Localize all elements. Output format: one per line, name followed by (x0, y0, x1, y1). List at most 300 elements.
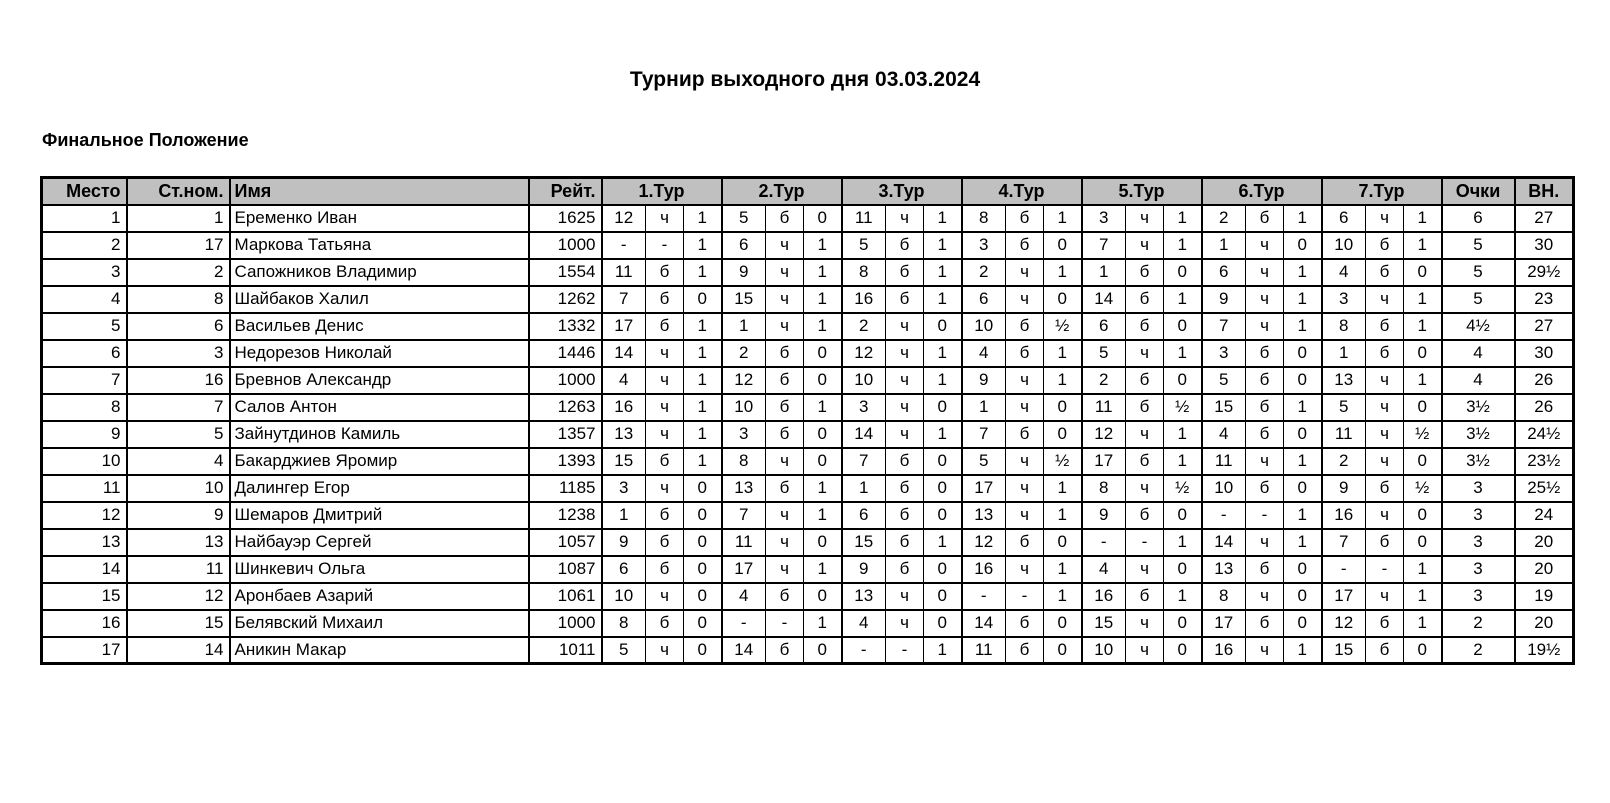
round-opponent-cell: 7 (722, 502, 766, 529)
round-color-cell: ч (646, 205, 684, 232)
round-color-cell: б (1006, 340, 1044, 367)
place-cell: 4 (42, 286, 127, 313)
start-number-cell: 11 (127, 556, 230, 583)
round-result-cell: 0 (804, 367, 842, 394)
points-cell: 5 (1442, 232, 1515, 259)
round-color-cell: б (646, 448, 684, 475)
round-opponent-cell: 16 (1082, 583, 1126, 610)
round-result-cell: 1 (804, 313, 842, 340)
round-opponent-cell: 7 (962, 421, 1006, 448)
round-result-cell: 1 (1044, 259, 1082, 286)
round-opponent-cell: 8 (842, 259, 886, 286)
round-opponent-cell: 1 (1082, 259, 1126, 286)
round-color-cell: б (766, 340, 804, 367)
round-color-cell: ч (1246, 583, 1284, 610)
round-opponent-cell: 12 (1322, 610, 1366, 637)
round-opponent-cell: 11 (602, 259, 646, 286)
round-opponent-cell: 10 (1322, 232, 1366, 259)
round-color-cell: б (1366, 610, 1404, 637)
round-opponent-cell: 8 (722, 448, 766, 475)
round-result-cell: 1 (1284, 205, 1322, 232)
place-cell: 17 (42, 637, 127, 664)
round-result-cell: 1 (1404, 205, 1442, 232)
start-number-cell: 12 (127, 583, 230, 610)
round-result-cell: 1 (924, 286, 962, 313)
points-cell: 3 (1442, 556, 1515, 583)
place-cell: 14 (42, 556, 127, 583)
round-color-cell: б (1366, 232, 1404, 259)
rating-cell: 1087 (529, 556, 602, 583)
header-round-4: 4.Тур (962, 178, 1082, 205)
round-opponent-cell: 8 (1322, 313, 1366, 340)
round-opponent-cell: 5 (1082, 340, 1126, 367)
rating-cell: 1011 (529, 637, 602, 664)
round-result-cell: 0 (1284, 475, 1322, 502)
round-result-cell: 1 (1404, 367, 1442, 394)
round-color-cell: б (886, 448, 924, 475)
round-color-cell: б (1246, 556, 1284, 583)
round-color-cell: - (886, 637, 924, 664)
round-color-cell: б (766, 637, 804, 664)
round-result-cell: 1 (684, 367, 722, 394)
round-color-cell: ч (1126, 205, 1164, 232)
round-color-cell: ч (886, 340, 924, 367)
round-opponent-cell: 16 (602, 394, 646, 421)
round-opponent-cell: - (842, 637, 886, 664)
start-number-cell: 10 (127, 475, 230, 502)
place-cell: 15 (42, 583, 127, 610)
buchholz-cell: 29½ (1515, 259, 1574, 286)
round-result-cell: 1 (684, 394, 722, 421)
round-color-cell: ч (766, 502, 804, 529)
table-row (42, 313, 1574, 340)
round-opponent-cell: 15 (602, 448, 646, 475)
place-cell: 5 (42, 313, 127, 340)
round-color-cell: б (1366, 529, 1404, 556)
round-color-cell: ч (1246, 313, 1284, 340)
round-color-cell: - (646, 232, 684, 259)
round-opponent-cell: 2 (1082, 367, 1126, 394)
round-color-cell: ч (1246, 286, 1284, 313)
rating-cell: 1446 (529, 340, 602, 367)
round-result-cell: 1 (804, 394, 842, 421)
round-opponent-cell: 8 (962, 205, 1006, 232)
buchholz-cell: 24 (1515, 502, 1574, 529)
round-result-cell: 1 (1404, 232, 1442, 259)
round-opponent-cell: 13 (842, 583, 886, 610)
points-cell: 4 (1442, 367, 1515, 394)
player-name-cell: Найбауэр Сергей (230, 529, 529, 556)
round-result-cell: 1 (924, 205, 962, 232)
round-result-cell: ½ (1404, 421, 1442, 448)
round-color-cell: ч (1126, 610, 1164, 637)
header-round-1: 1.Тур (602, 178, 722, 205)
round-opponent-cell: 2 (962, 259, 1006, 286)
rating-cell: 1057 (529, 529, 602, 556)
round-result-cell: 1 (1404, 286, 1442, 313)
round-opponent-cell: 13 (962, 502, 1006, 529)
table-row (42, 259, 1574, 286)
round-result-cell: 0 (1164, 610, 1202, 637)
round-color-cell: ч (1006, 367, 1044, 394)
round-opponent-cell: 9 (722, 259, 766, 286)
round-opponent-cell: 7 (842, 448, 886, 475)
round-result-cell: 1 (1164, 286, 1202, 313)
round-color-cell: б (886, 286, 924, 313)
round-result-cell: 1 (924, 259, 962, 286)
start-number-cell: 8 (127, 286, 230, 313)
round-opponent-cell: 9 (602, 529, 646, 556)
round-result-cell: 0 (684, 556, 722, 583)
start-number-cell: 13 (127, 529, 230, 556)
header-points: Очки (1442, 178, 1515, 205)
buchholz-cell: 20 (1515, 610, 1574, 637)
round-result-cell: 1 (684, 421, 722, 448)
round-result-cell: 0 (924, 610, 962, 637)
player-name-cell: Аронбаев Азарий (230, 583, 529, 610)
round-color-cell: ч (1246, 448, 1284, 475)
round-color-cell: б (646, 286, 684, 313)
rating-cell: 1357 (529, 421, 602, 448)
header-rating: Рейт. (529, 178, 602, 205)
round-opponent-cell: 2 (1202, 205, 1246, 232)
rating-cell: 1554 (529, 259, 602, 286)
round-color-cell: б (1126, 286, 1164, 313)
round-result-cell: 1 (1164, 448, 1202, 475)
header-round-3: 3.Тур (842, 178, 962, 205)
round-opponent-cell: 15 (842, 529, 886, 556)
round-color-cell: ч (1366, 448, 1404, 475)
round-result-cell: 0 (1044, 529, 1082, 556)
round-opponent-cell: 16 (1202, 637, 1246, 664)
round-result-cell: 1 (804, 556, 842, 583)
rating-cell: 1000 (529, 232, 602, 259)
rating-cell: 1000 (529, 610, 602, 637)
round-opponent-cell: 9 (1082, 502, 1126, 529)
player-name-cell: Маркова Татьяна (230, 232, 529, 259)
buchholz-cell: 20 (1515, 556, 1574, 583)
round-opponent-cell: 9 (1322, 475, 1366, 502)
round-color-cell: ч (1006, 475, 1044, 502)
round-result-cell: 0 (804, 421, 842, 448)
round-result-cell: 1 (1284, 637, 1322, 664)
round-result-cell: 1 (1164, 340, 1202, 367)
round-opponent-cell: - (722, 610, 766, 637)
round-opponent-cell: 3 (722, 421, 766, 448)
round-result-cell: ½ (1044, 313, 1082, 340)
round-color-cell: ч (1126, 556, 1164, 583)
round-color-cell: ч (766, 259, 804, 286)
round-result-cell: ½ (1404, 475, 1442, 502)
round-color-cell: б (1246, 340, 1284, 367)
round-color-cell: ч (886, 610, 924, 637)
round-color-cell: б (646, 502, 684, 529)
round-color-cell: ч (766, 448, 804, 475)
round-color-cell: ч (646, 394, 684, 421)
round-color-cell: б (1126, 583, 1164, 610)
round-opponent-cell: 13 (1202, 556, 1246, 583)
round-result-cell: 0 (924, 475, 962, 502)
round-opponent-cell: 3 (962, 232, 1006, 259)
place-cell: 2 (42, 232, 127, 259)
round-color-cell: ч (1246, 232, 1284, 259)
buchholz-cell: 26 (1515, 394, 1574, 421)
round-result-cell: 1 (804, 610, 842, 637)
rating-cell: 1263 (529, 394, 602, 421)
round-opponent-cell: 5 (602, 637, 646, 664)
player-name-cell: Бакарджиев Яромир (230, 448, 529, 475)
round-result-cell: 0 (684, 637, 722, 664)
round-color-cell: б (1126, 367, 1164, 394)
round-color-cell: ч (886, 394, 924, 421)
round-color-cell: ч (886, 583, 924, 610)
round-opponent-cell: 10 (722, 394, 766, 421)
round-result-cell: 1 (924, 529, 962, 556)
round-result-cell: 0 (1404, 502, 1442, 529)
round-color-cell: б (1366, 259, 1404, 286)
table-row (42, 610, 1574, 637)
round-result-cell: 1 (1044, 367, 1082, 394)
round-result-cell: 0 (684, 286, 722, 313)
round-result-cell: 1 (1404, 556, 1442, 583)
round-opponent-cell: 9 (962, 367, 1006, 394)
round-color-cell: ч (886, 421, 924, 448)
round-color-cell: б (1126, 394, 1164, 421)
round-color-cell: б (766, 475, 804, 502)
round-result-cell: 1 (1404, 313, 1442, 340)
round-result-cell: 1 (1404, 610, 1442, 637)
player-name-cell: Сапожников Владимир (230, 259, 529, 286)
round-result-cell: 0 (1404, 448, 1442, 475)
buchholz-cell: 26 (1515, 367, 1574, 394)
round-color-cell: ч (1366, 205, 1404, 232)
round-result-cell: 1 (1284, 502, 1322, 529)
round-color-cell: б (1246, 421, 1284, 448)
round-result-cell: 1 (684, 340, 722, 367)
round-result-cell: ½ (1164, 394, 1202, 421)
points-cell: 6 (1442, 205, 1515, 232)
round-result-cell: 0 (1044, 421, 1082, 448)
round-result-cell: 0 (684, 610, 722, 637)
round-color-cell: б (886, 259, 924, 286)
round-result-cell: 0 (804, 637, 842, 664)
start-number-cell: 2 (127, 259, 230, 286)
points-cell: 5 (1442, 259, 1515, 286)
round-result-cell: 1 (1164, 205, 1202, 232)
round-opponent-cell: 13 (602, 421, 646, 448)
table-row (42, 583, 1574, 610)
points-cell: 3 (1442, 583, 1515, 610)
round-color-cell: б (1366, 637, 1404, 664)
start-number-cell: 15 (127, 610, 230, 637)
round-color-cell: ч (1006, 448, 1044, 475)
round-result-cell: 1 (1044, 340, 1082, 367)
round-opponent-cell: 5 (722, 205, 766, 232)
round-opponent-cell: 15 (1082, 610, 1126, 637)
header-round-2: 2.Тур (722, 178, 842, 205)
round-opponent-cell: 13 (722, 475, 766, 502)
round-opponent-cell: 5 (842, 232, 886, 259)
round-result-cell: 0 (924, 313, 962, 340)
round-color-cell: б (1006, 232, 1044, 259)
round-result-cell: 0 (924, 448, 962, 475)
round-opponent-cell: 16 (842, 286, 886, 313)
round-color-cell: ч (1366, 502, 1404, 529)
round-opponent-cell: 11 (962, 637, 1006, 664)
round-opponent-cell: - (1202, 502, 1246, 529)
round-color-cell: ч (766, 313, 804, 340)
round-opponent-cell: 11 (1202, 448, 1246, 475)
round-color-cell: б (646, 529, 684, 556)
round-color-cell: ч (1126, 340, 1164, 367)
round-opponent-cell: 7 (1202, 313, 1246, 340)
table-row (42, 529, 1574, 556)
round-color-cell: - (1246, 502, 1284, 529)
round-color-cell: б (646, 556, 684, 583)
round-result-cell: 1 (924, 232, 962, 259)
player-name-cell: Бревнов Александр (230, 367, 529, 394)
round-color-cell: ч (1006, 502, 1044, 529)
buchholz-cell: 23 (1515, 286, 1574, 313)
round-opponent-cell: 14 (722, 637, 766, 664)
round-opponent-cell: 3 (1082, 205, 1126, 232)
player-name-cell: Еременко Иван (230, 205, 529, 232)
round-color-cell: б (1366, 475, 1404, 502)
round-result-cell: 1 (1164, 421, 1202, 448)
round-result-cell: 0 (1044, 610, 1082, 637)
round-result-cell: 0 (1404, 394, 1442, 421)
round-result-cell: 0 (1164, 556, 1202, 583)
start-number-cell: 6 (127, 313, 230, 340)
round-opponent-cell: 6 (842, 502, 886, 529)
round-opponent-cell: 12 (962, 529, 1006, 556)
round-opponent-cell: 5 (962, 448, 1006, 475)
start-number-cell: 3 (127, 340, 230, 367)
round-result-cell: 0 (804, 340, 842, 367)
round-color-cell: ч (1246, 637, 1284, 664)
round-color-cell: ч (1006, 556, 1044, 583)
round-opponent-cell: 10 (842, 367, 886, 394)
start-number-cell: 1 (127, 205, 230, 232)
start-number-cell: 7 (127, 394, 230, 421)
start-number-cell: 17 (127, 232, 230, 259)
buchholz-cell: 27 (1515, 205, 1574, 232)
round-opponent-cell: 12 (722, 367, 766, 394)
start-number-cell: 16 (127, 367, 230, 394)
round-opponent-cell: 12 (1082, 421, 1126, 448)
place-cell: 3 (42, 259, 127, 286)
round-color-cell: б (886, 475, 924, 502)
player-name-cell: Далингер Егор (230, 475, 529, 502)
round-color-cell: б (886, 232, 924, 259)
round-result-cell: 0 (1404, 340, 1442, 367)
buchholz-cell: 27 (1515, 313, 1574, 340)
round-color-cell: б (1246, 475, 1284, 502)
round-result-cell: 0 (1044, 394, 1082, 421)
round-color-cell: б (646, 259, 684, 286)
round-color-cell: ч (1246, 259, 1284, 286)
place-cell: 8 (42, 394, 127, 421)
buchholz-cell: 23½ (1515, 448, 1574, 475)
round-opponent-cell: 17 (1202, 610, 1246, 637)
player-name-cell: Зайнутдинов Камиль (230, 421, 529, 448)
round-opponent-cell: 2 (1322, 448, 1366, 475)
round-color-cell: б (646, 313, 684, 340)
points-cell: 3 (1442, 529, 1515, 556)
round-color-cell: - (766, 610, 804, 637)
round-opponent-cell: 14 (962, 610, 1006, 637)
round-opponent-cell: 6 (1202, 259, 1246, 286)
round-result-cell: 1 (684, 205, 722, 232)
round-opponent-cell: 13 (1322, 367, 1366, 394)
place-cell: 1 (42, 205, 127, 232)
round-color-cell: ч (886, 367, 924, 394)
round-color-cell: ч (1246, 529, 1284, 556)
round-color-cell: ч (1006, 394, 1044, 421)
start-number-cell: 4 (127, 448, 230, 475)
round-result-cell: 1 (924, 367, 962, 394)
round-result-cell: 1 (804, 232, 842, 259)
round-result-cell: 0 (1044, 286, 1082, 313)
place-cell: 7 (42, 367, 127, 394)
round-color-cell: - (1006, 583, 1044, 610)
round-result-cell: 1 (1044, 583, 1082, 610)
round-result-cell: 0 (1404, 637, 1442, 664)
round-opponent-cell: 16 (1322, 502, 1366, 529)
round-result-cell: 1 (684, 232, 722, 259)
points-cell: 4 (1442, 340, 1515, 367)
round-opponent-cell: 11 (842, 205, 886, 232)
rating-cell: 1185 (529, 475, 602, 502)
round-result-cell: 1 (924, 421, 962, 448)
round-result-cell: 1 (1164, 529, 1202, 556)
round-opponent-cell: 6 (602, 556, 646, 583)
round-result-cell: 1 (924, 637, 962, 664)
round-color-cell: б (1246, 367, 1284, 394)
round-color-cell: б (766, 205, 804, 232)
round-result-cell: 0 (684, 502, 722, 529)
round-opponent-cell: 1 (602, 502, 646, 529)
round-result-cell: 0 (804, 448, 842, 475)
points-cell: 3½ (1442, 421, 1515, 448)
header-name: Имя (230, 178, 529, 205)
round-result-cell: 0 (804, 205, 842, 232)
section-subtitle: Финальное Положение (42, 130, 249, 150)
round-result-cell: 0 (1164, 313, 1202, 340)
player-name-cell: Шинкевич Ольга (230, 556, 529, 583)
round-result-cell: 1 (684, 259, 722, 286)
round-opponent-cell: 10 (1082, 637, 1126, 664)
round-color-cell: б (766, 394, 804, 421)
round-opponent-cell: 10 (962, 313, 1006, 340)
place-cell: 11 (42, 475, 127, 502)
round-opponent-cell: 4 (602, 367, 646, 394)
place-cell: 13 (42, 529, 127, 556)
round-opponent-cell: 17 (722, 556, 766, 583)
round-opponent-cell: 8 (1202, 583, 1246, 610)
header-start-number: Ст.ном. (127, 178, 230, 205)
buchholz-cell: 20 (1515, 529, 1574, 556)
round-opponent-cell: 7 (1082, 232, 1126, 259)
round-result-cell: 1 (804, 286, 842, 313)
round-result-cell: 0 (924, 556, 962, 583)
round-opponent-cell: 11 (1322, 421, 1366, 448)
round-opponent-cell: 3 (602, 475, 646, 502)
buchholz-cell: 25½ (1515, 475, 1574, 502)
points-cell: 3 (1442, 475, 1515, 502)
round-color-cell: ч (766, 232, 804, 259)
round-opponent-cell: - (1082, 529, 1126, 556)
